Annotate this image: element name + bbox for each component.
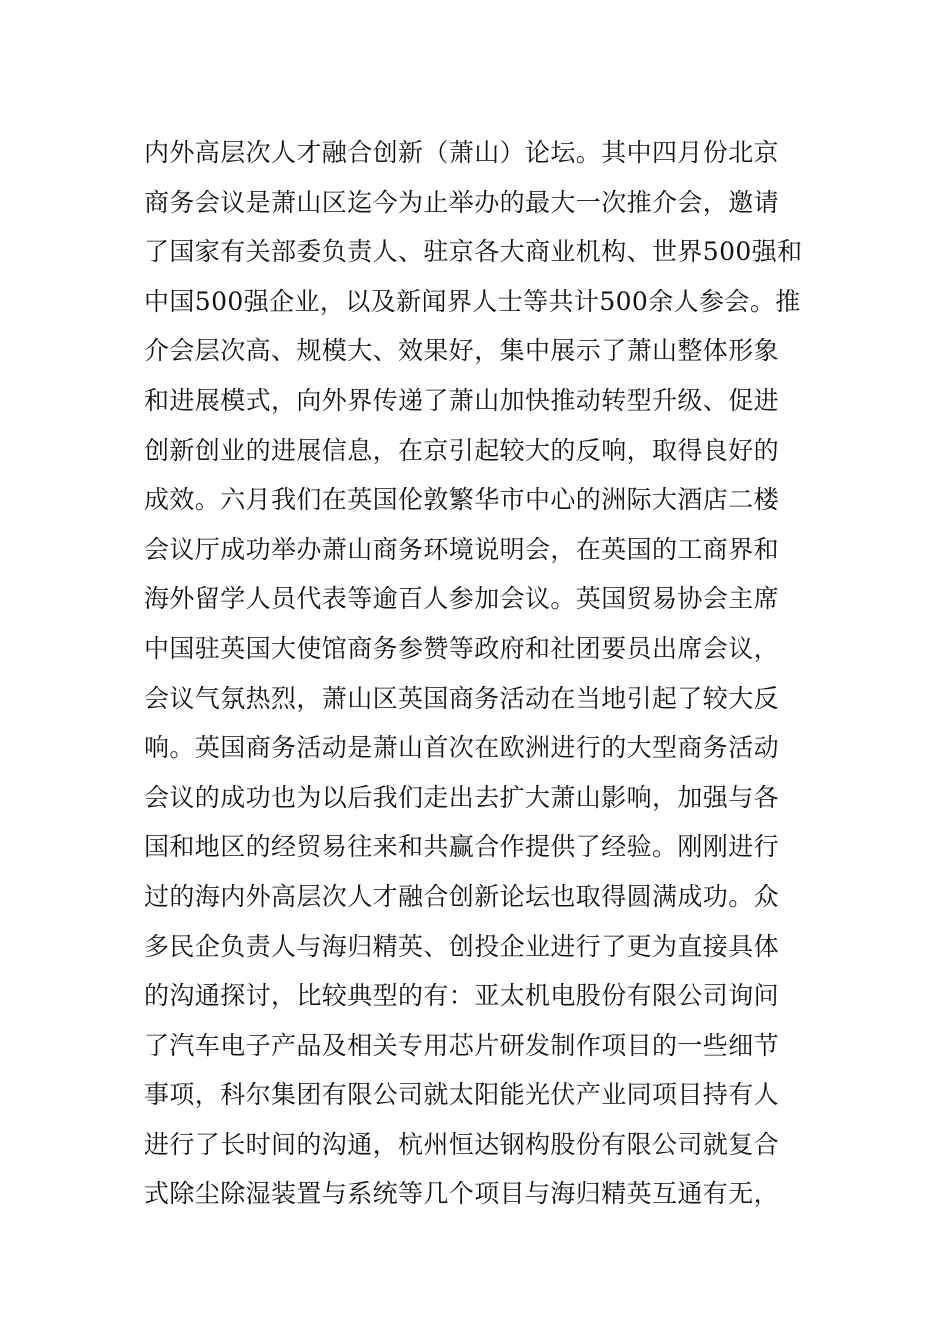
text-line: 进行了长时间的沟通，杭州恒达钢构股份有限公司就复合: [144, 1129, 780, 1159]
text-line: 了汽车电子产品及相关专用芯片研发制作项目的一些细节: [144, 1030, 780, 1060]
text-line: 了国家有关部委负责人、驻京各大商业机构、世界500强和: [144, 237, 803, 267]
text-line: 式除尘除湿装置与系统等几个项目与海归精英互通有无，: [144, 1179, 780, 1209]
text-line: 中国500强企业，以及新闻界人士等共计500余人参会。推: [144, 286, 801, 316]
text-line: 和进展模式，向外界传递了萧山加快推动转型升级、促进: [144, 385, 780, 415]
text-line: 内外高层次人才融合创新（萧山）论坛。其中四月份北京: [144, 138, 780, 167]
text-line: 商务会议是萧山区迄今为止举办的最大一次推介会，邀请: [144, 187, 780, 217]
text-line: 响。英国商务活动是萧山首次在欧洲进行的大型商务活动: [144, 733, 780, 763]
text-line: 介会层次高、规模大、效果好，集中展示了萧山整体形象: [144, 336, 780, 366]
text-line: 中国驻英国大使馆商务参赞等政府和社团要员出席会议，: [144, 633, 780, 663]
text-line: 创新创业的进展信息，在京引起较大的反响，取得良好的: [144, 435, 780, 465]
text-line: 事项，科尔集团有限公司就太阳能光伏产业同项目持有人: [144, 1080, 780, 1110]
text-line: 的沟通探讨，比较典型的有：亚太机电股份有限公司询问: [144, 981, 780, 1011]
text-line: 过的海内外高层次人才融合创新论坛也取得圆满成功。众: [144, 881, 780, 911]
text-line: 会议的成功也为以后我们走出去扩大萧山影响，加强与各: [144, 782, 780, 812]
body-paragraph: [144, 128, 824, 1219]
text-line: 多民企负责人与海归精英、创投企业进行了更为直接具体: [144, 931, 780, 961]
text-line: 会议厅成功举办萧山商务环境说明会，在英国的工商界和: [144, 534, 780, 564]
text-line: 国和地区的经贸易往来和共赢合作提供了经验。刚刚进行: [144, 832, 780, 862]
text-line: 成效。六月我们在英国伦敦繁华市中心的洲际大酒店二楼: [144, 485, 780, 515]
text-line: 海外留学人员代表等逾百人参加会议。英国贸易协会主席: [144, 584, 780, 614]
text-line: 会议气氛热烈，萧山区英国商务活动在当地引起了较大反: [144, 683, 780, 713]
